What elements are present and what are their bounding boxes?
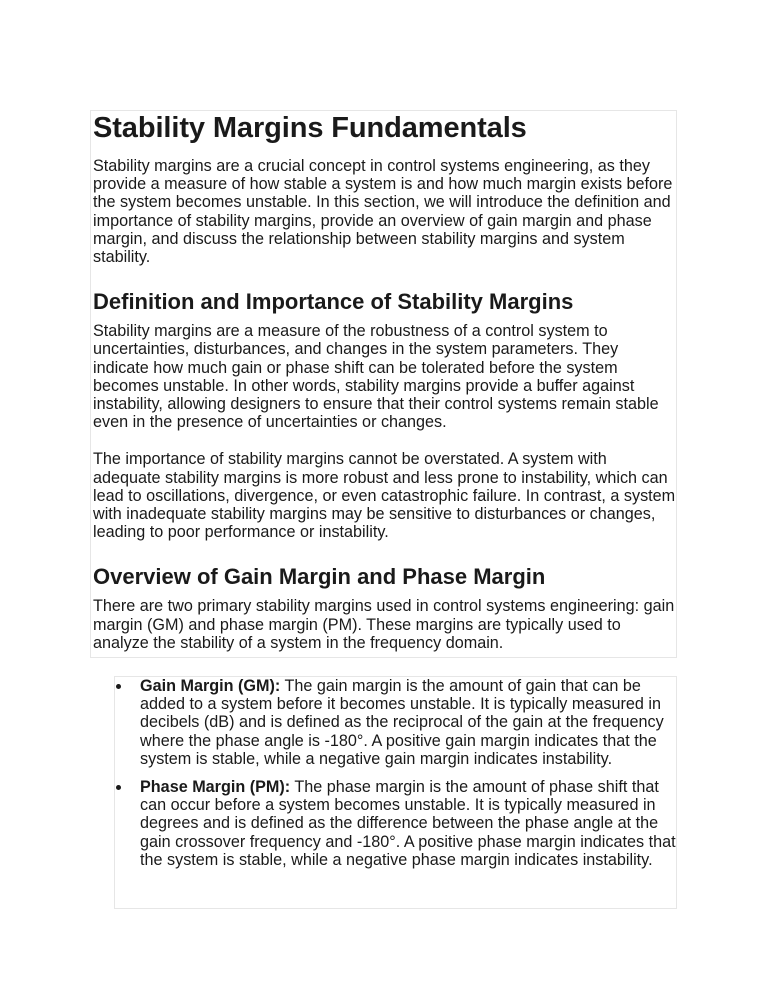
overview-paragraph: There are two primary stability margins used in control systems engineering: gain margin (GM) and phase margin (PM). These margins are typically used to analyze the stability of a system in the frequency domain.	[93, 597, 675, 652]
definition-paragraph-1: Stability margins are a measure of the robustness of a control system to uncertainties, disturbances, and changes in the system parameters. They indicate how much gain or phase shift can be tolerated before the system becomes unstable. In other words, stability margins provide a buffer against instability, allowing designers to ensure that their control systems remain stable even in the presence of uncertainties or changes.	[93, 322, 659, 432]
article-body	[93, 110, 677, 652]
list-item-text: The gain margin is the amount of gain that can be added to a system before it becomes unstable. It is typically measured in decibels (dB) and is defined as the reciprocal of the gain at the frequency where the phase angle is -180°. A positive gain margin indicates that the system is stable, while a negative gain margin indicates instability.	[140, 677, 664, 768]
list-item-phase-margin	[114, 778, 677, 869]
margin-list	[114, 676, 677, 869]
list-item-gain-margin	[114, 676, 677, 768]
bullet-icon	[116, 684, 121, 689]
list-item-text: The phase margin is the amount of phase shift that can occur before a system becomes unstable. It is typically measured in degrees and is defined as the difference between the phase angle at the gain crossover frequency and -180°. A positive phase margin indicates that the system is stable, while a negative phase margin indicates instability.	[140, 778, 676, 869]
section-heading-definition: Definition and Importance of Stability Margins	[93, 289, 574, 315]
section-heading-overview: Overview of Gain Margin and Phase Margin	[93, 564, 546, 590]
list-item-term: Phase Margin (PM):	[140, 778, 291, 797]
intro-paragraph: Stability margins are a crucial concept in control systems engineering, as they provide a measure of how stable a system is and how much margin exists before the system becomes unstable. In this section, we will introduce the definition and importance of stability margins, provide an overview of gain margin and phase margin, and discuss the relationship between stability margins and system stability.	[93, 157, 673, 267]
definition-paragraph-2: The importance of stability margins cannot be overstated. A system with adequate stability margins is more robust and less prone to instability, which can lead to oscillations, divergence, or even catastrophic failure. In contrast, a system with inadequate stability margins may be sensitive to disturbances or changes, leading to poor performance or instability.	[93, 450, 676, 542]
bullet-icon	[116, 785, 121, 790]
list-item-term: Gain Margin (GM):	[140, 677, 281, 695]
page-title: Stability Margins Fundamentals	[93, 112, 527, 144]
